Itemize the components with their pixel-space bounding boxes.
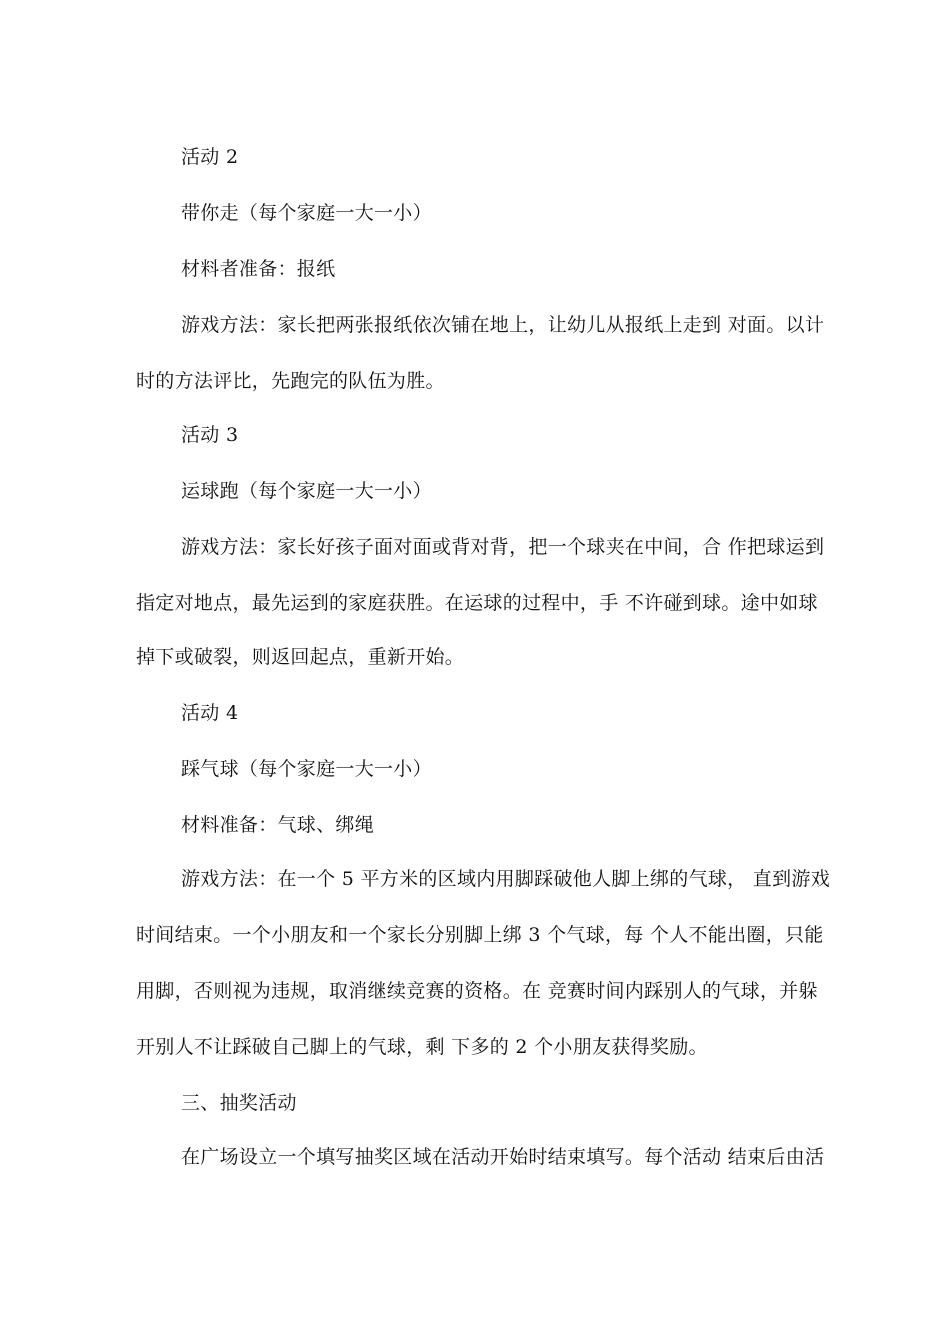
activity-2-method-line-2: 时的方法评比，先跑完的队伍为胜。 — [136, 370, 445, 392]
activity-3-method-line-2: 指定对地点，最先运到的家庭获胜。在运球的过程中，手 不许碰到球。途中如球 — [136, 592, 818, 614]
activity-4-materials: 材料准备：气球、绑绳 — [181, 814, 375, 836]
activity-4-method-line-2: 时间结束。一个小朋友和一个家长分别脚上绑 3 个气球，每 个人不能出圈，只能 — [136, 924, 824, 946]
heading-activity-2: 活动 2 — [181, 146, 239, 168]
activity-4-title: 踩气球（每个家庭一大一小） — [181, 758, 432, 780]
lottery-paragraph-line-1: 在广场设立一个填写抽奖区域在活动开始时结束填写。每个活动 结束后由活 — [181, 1146, 825, 1168]
activity-2-title: 带你走（每个家庭一大一小） — [181, 202, 432, 224]
heading-activity-3: 活动 3 — [181, 424, 239, 446]
activity-4-method-line-1: 游戏方法：在一个 5 平方米的区域内用脚踩破他人脚上绑的气球， 直到游戏 — [181, 868, 831, 890]
activity-3-method-line-1: 游戏方法：家长好孩子面对面或背对背，把一个球夹在中间，合 作把球运到 — [181, 536, 825, 558]
activity-4-method-line-4: 开别人不让踩破自己脚上的气球，剩 下多的 2 个小朋友获得奖励。 — [136, 1036, 708, 1058]
activity-3-method-line-3: 掉下或破裂，则返回起点，重新开始。 — [136, 646, 465, 668]
activity-2-method-line-1: 游戏方法：家长把两张报纸依次铺在地上，让幼儿从报纸上走到 对面。以计 — [181, 314, 825, 336]
section-heading-lottery: 三、抽奖活动 — [181, 1092, 297, 1114]
activity-4-method-line-3: 用脚，否则视为违规，取消继续竞赛的资格。在 竞赛时间内踩别人的气球，并躲 — [136, 980, 818, 1002]
activity-3-title: 运球跑（每个家庭一大一小） — [181, 480, 432, 502]
heading-activity-4: 活动 4 — [181, 702, 239, 724]
activity-2-materials: 材料者准备：报纸 — [181, 258, 336, 280]
